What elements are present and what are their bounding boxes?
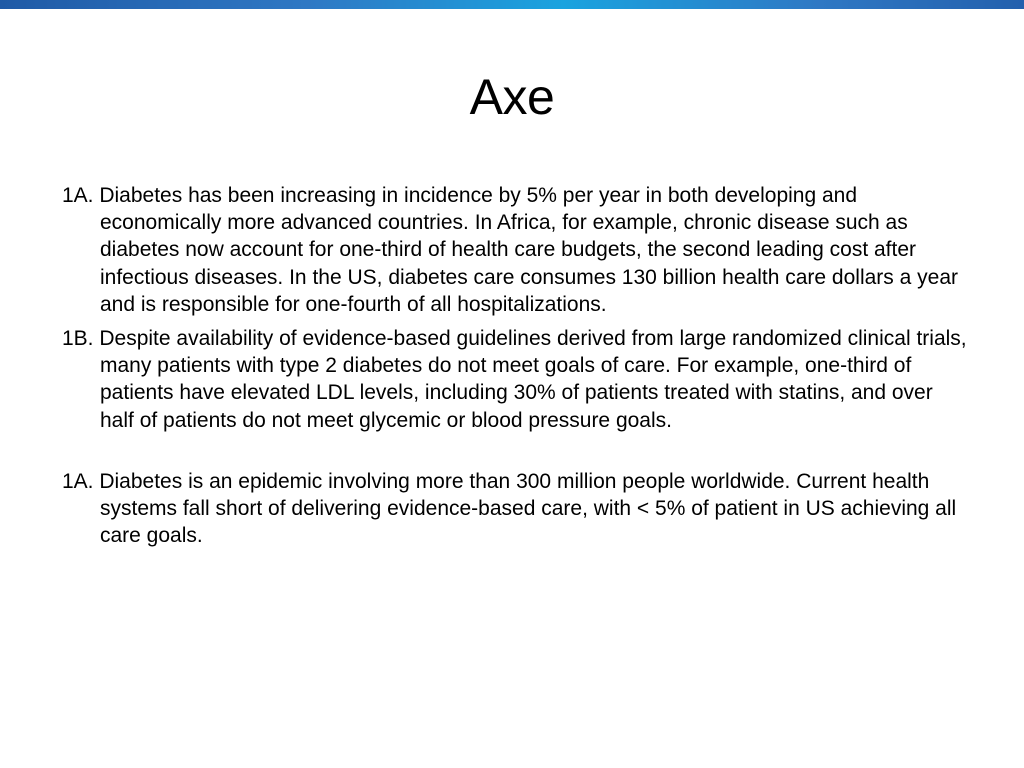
slide-title: Axe	[469, 69, 555, 125]
slide-body	[62, 182, 972, 556]
header-accent-bar	[0, 0, 1024, 9]
paragraph-1b: 1B. Despite availability of evidence-based guidelines derived from large randomized clinical trials, many patients with type 2 diabetes do not meet goals of care. For example, one-third of patients have elevated LDL levels, including 30% of patients treated with statins, and over half of patients do not meet glycemic or blood pressure goals.	[62, 327, 967, 432]
paragraph-1a-summary: 1A. Diabetes is an epidemic involving more than 300 million people worldwide. Current health systems fall short of delivering evidence-based care, with < 5% of patient in US achieving all care goals.	[62, 469, 957, 548]
paragraph-1a: 1A. Diabetes has been increasing in incidence by 5% per year in both developing and economically more advanced countries. In Africa, for example, chronic disease such as diabetes now account for one-third of health care budgets, the second leading cost after infectious diseases. In the US, diabetes care consumes 130 billion health care dollars a year and is responsible for one-fourth of all hospitalizations.	[62, 184, 958, 316]
